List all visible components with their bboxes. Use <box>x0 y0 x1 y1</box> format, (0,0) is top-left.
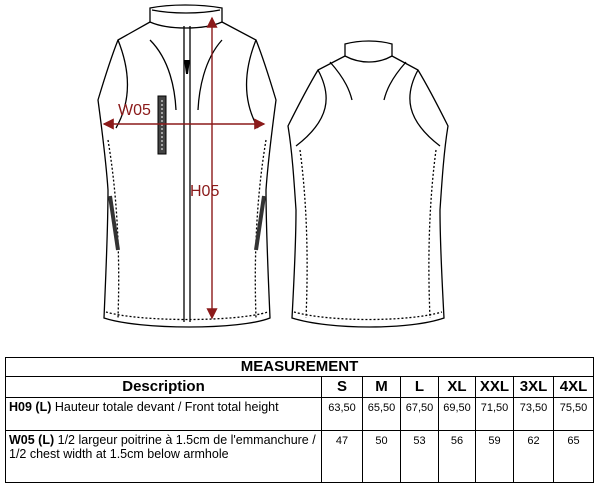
row-code: W05 (L) <box>9 433 55 447</box>
row-text: 1/2 largeur poitrine à 1.5cm de l'emmanchure / 1/2 chest width at 1.5cm below armhole <box>9 433 316 461</box>
size-value: 65 <box>554 431 594 483</box>
size-value: 56 <box>439 431 476 483</box>
table-title: MEASUREMENT <box>6 358 594 377</box>
size-value: 50 <box>363 431 401 483</box>
column-header-size: 4XL <box>554 377 594 398</box>
table-row <box>6 431 594 483</box>
column-header-size: L <box>401 377 439 398</box>
chest-zip-detail <box>158 96 166 154</box>
size-value: 59 <box>476 431 514 483</box>
column-header-description: Description <box>6 377 322 398</box>
column-header-size: XXL <box>476 377 514 398</box>
side-pocket-zips <box>110 196 264 250</box>
vest-back-view <box>288 41 448 327</box>
zip-puller <box>184 60 190 74</box>
size-value: 75,50 <box>554 398 594 431</box>
size-value: 63,50 <box>322 398 363 431</box>
row-description <box>6 431 322 483</box>
column-header-size: 3XL <box>514 377 554 398</box>
vest-front-view <box>98 5 276 327</box>
size-value: 71,50 <box>476 398 514 431</box>
size-value: 62 <box>514 431 554 483</box>
column-header-size: S <box>322 377 363 398</box>
row-description <box>6 398 322 431</box>
w05-label: W05 <box>118 102 151 119</box>
column-header-size: M <box>363 377 401 398</box>
size-value: 53 <box>401 431 439 483</box>
column-header-size: XL <box>439 377 476 398</box>
h05-label: H05 <box>190 183 220 200</box>
size-value: 69,50 <box>439 398 476 431</box>
table-header-row <box>6 377 594 398</box>
row-text: Hauteur totale devant / Front total height <box>54 400 279 414</box>
size-value: 47 <box>322 431 363 483</box>
size-value: 67,50 <box>401 398 439 431</box>
measurement-table <box>5 357 594 483</box>
row-code: H09 (L) <box>9 400 52 414</box>
table-row <box>6 398 594 431</box>
size-value: 65,50 <box>363 398 401 431</box>
size-value: 73,50 <box>514 398 554 431</box>
